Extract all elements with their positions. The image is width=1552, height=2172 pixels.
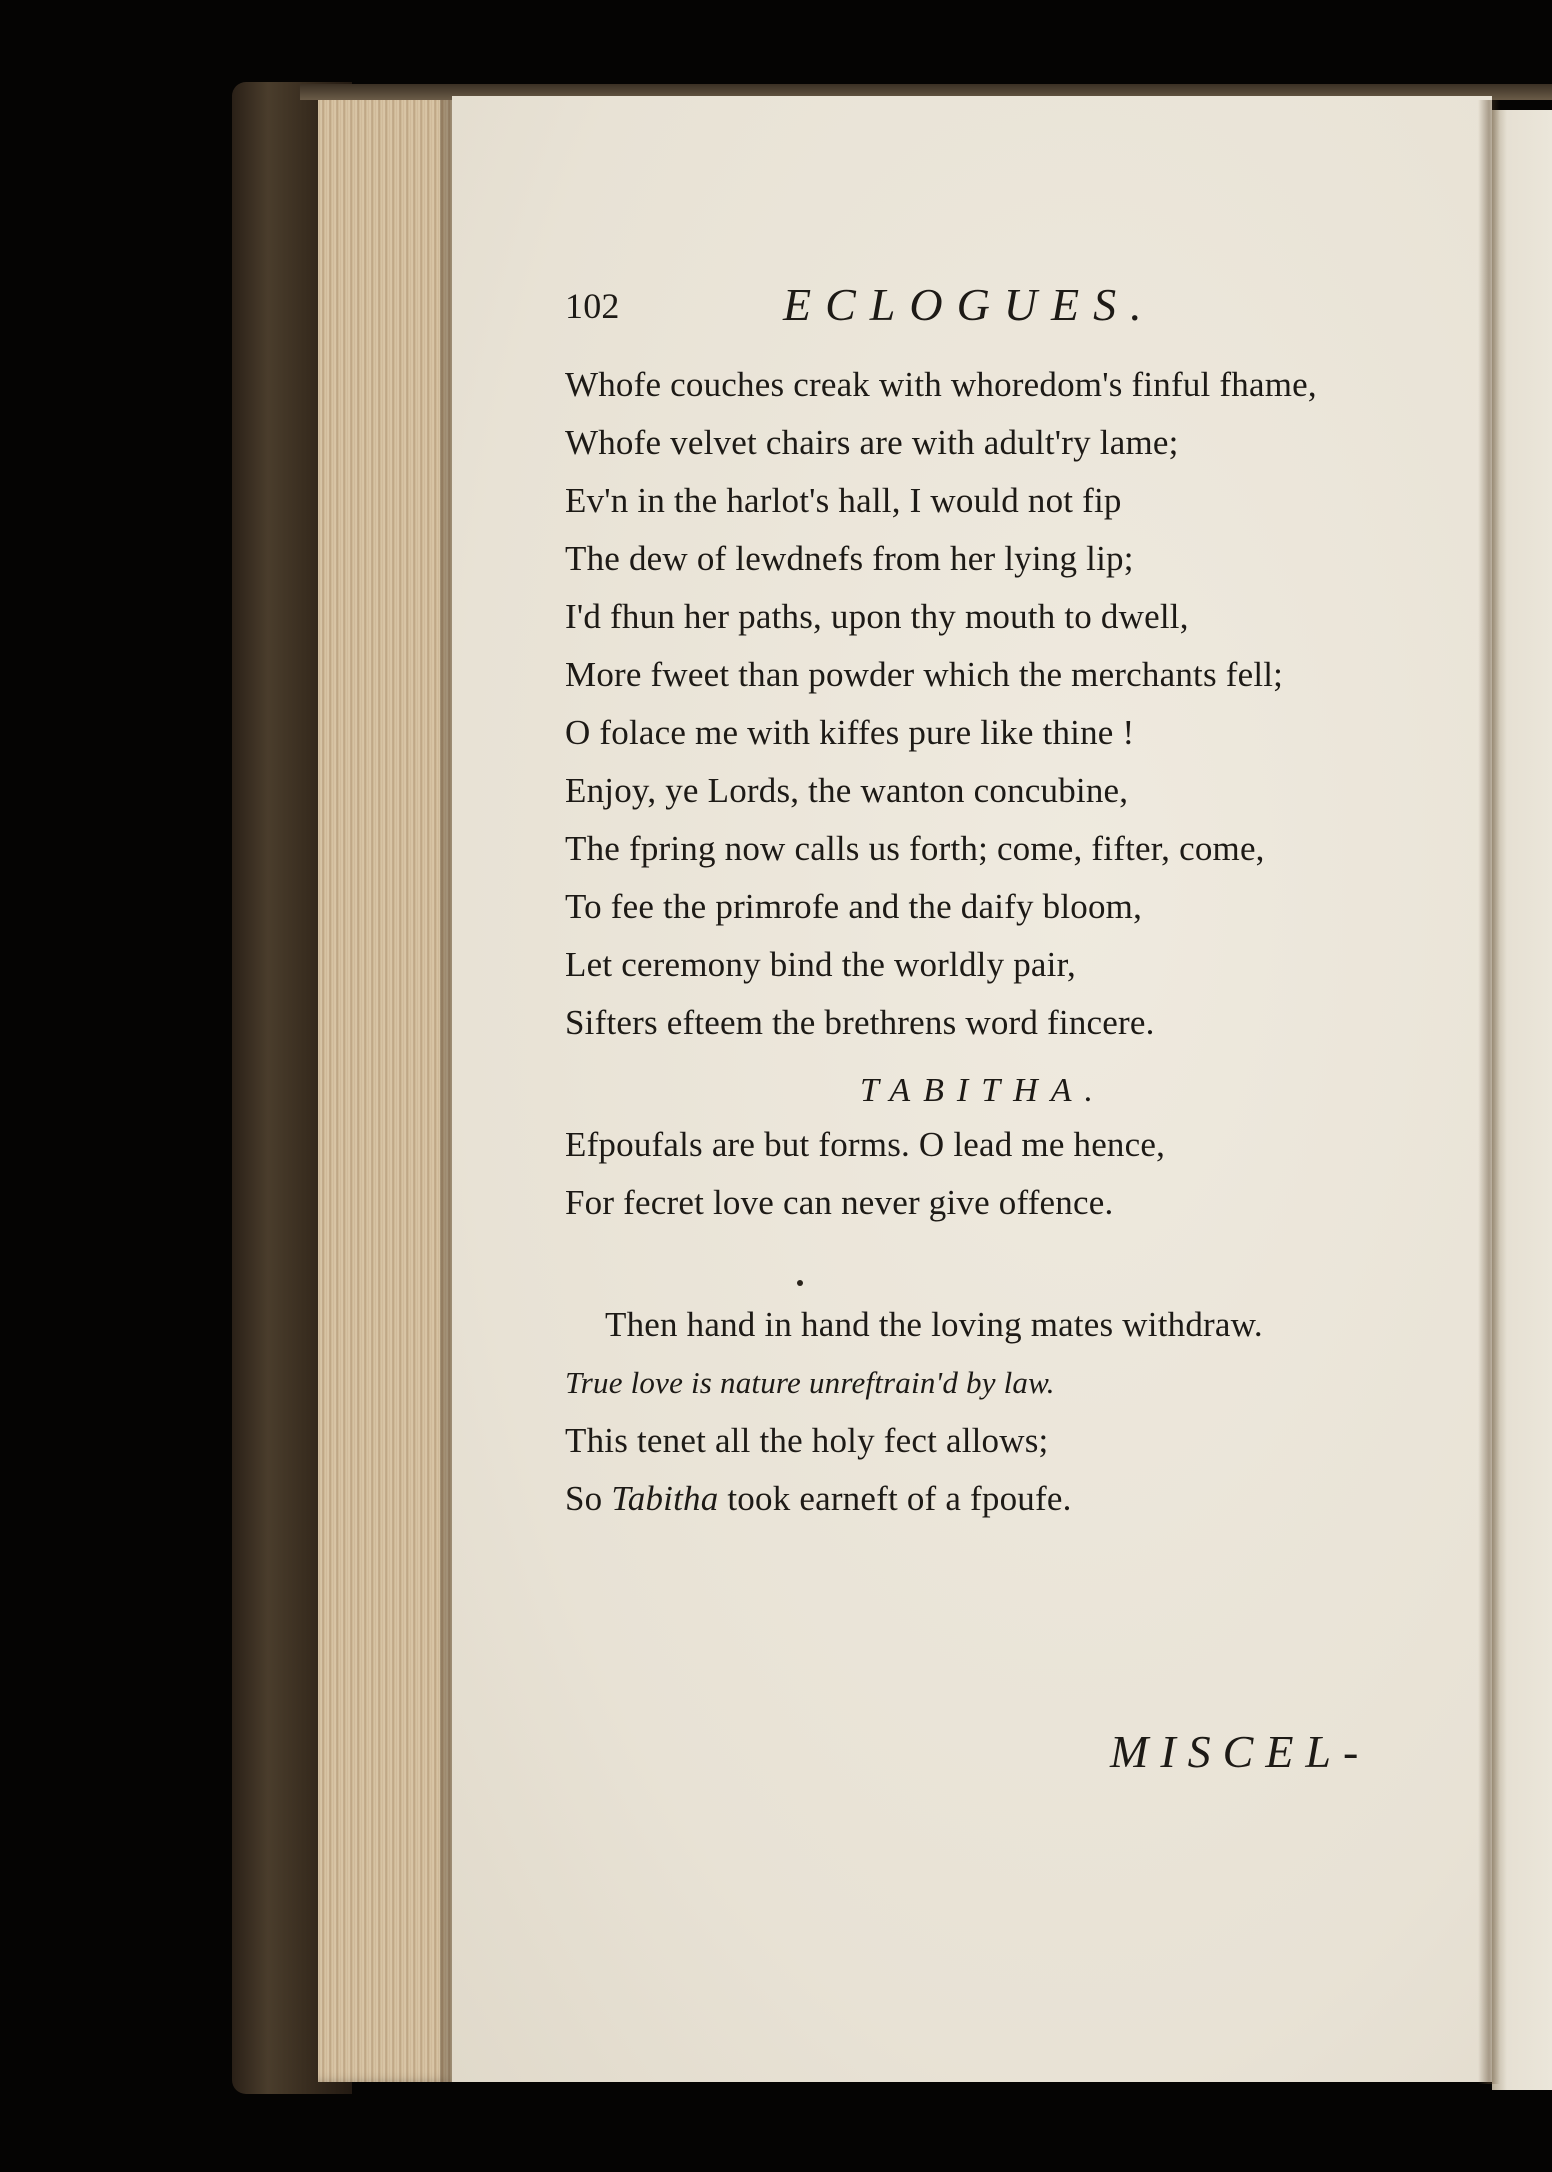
verse-line: For fecret love can never give offence. [565,1183,1114,1222]
line-suffix: took earneft of a fpoufe. [718,1479,1072,1518]
verse-line: Ev'n in the harlot's hall, I would not fip [565,481,1122,520]
page-number: 102 [565,286,620,326]
verse-line: Efpoufals are but forms. O lead me hence, [565,1125,1166,1164]
verse-line: Let ceremony bind the worldly pair, [565,945,1076,984]
speaker-name: TABITHA. [860,1072,1106,1109]
verse-line: This tenet all the holy fect allows; [565,1421,1049,1460]
verse-line [565,1479,1072,1519]
verse-line: To fee the primrofe and the daify bloom, [565,887,1143,926]
verse-line: Whofe velvet chairs are with adult'ry lame; [565,423,1179,462]
ink-speck [797,1280,803,1286]
verse-line: I'd fhun her paths, upon thy mouth to dwell, [565,597,1189,636]
verse-line: More fweet than powder which the merchants fell; [565,655,1284,694]
line-prefix: So [565,1479,612,1518]
verse-line: Then hand in hand the loving mates withdraw. [605,1305,1263,1344]
verse-line: The dew of lewdnefs from her lying lip; [565,539,1134,578]
page-gutter [1478,100,1500,2084]
catchword: MISCEL- [1110,1726,1371,1777]
verse-line: O folace me with kiffes pure like thine ! [565,713,1135,752]
next-page-edge [1492,110,1552,2090]
verse-line: Whofe couches creak with whoredom's finful fhame, [565,365,1317,404]
verse-line: The fpring now calls us forth; come, fifter, come, [565,829,1265,868]
verse-line: Enjoy, ye Lords, the wanton concubine, [565,771,1129,810]
character-name: Tabitha [611,1479,719,1518]
page-stack-edge [318,90,454,2082]
verse-line: Sifters efteem the brethrens word fincere. [565,1003,1155,1042]
verse-line-italic: True love is nature unreftrain'd by law. [565,1365,1055,1400]
running-head: ECLOGUES. [783,279,1156,330]
